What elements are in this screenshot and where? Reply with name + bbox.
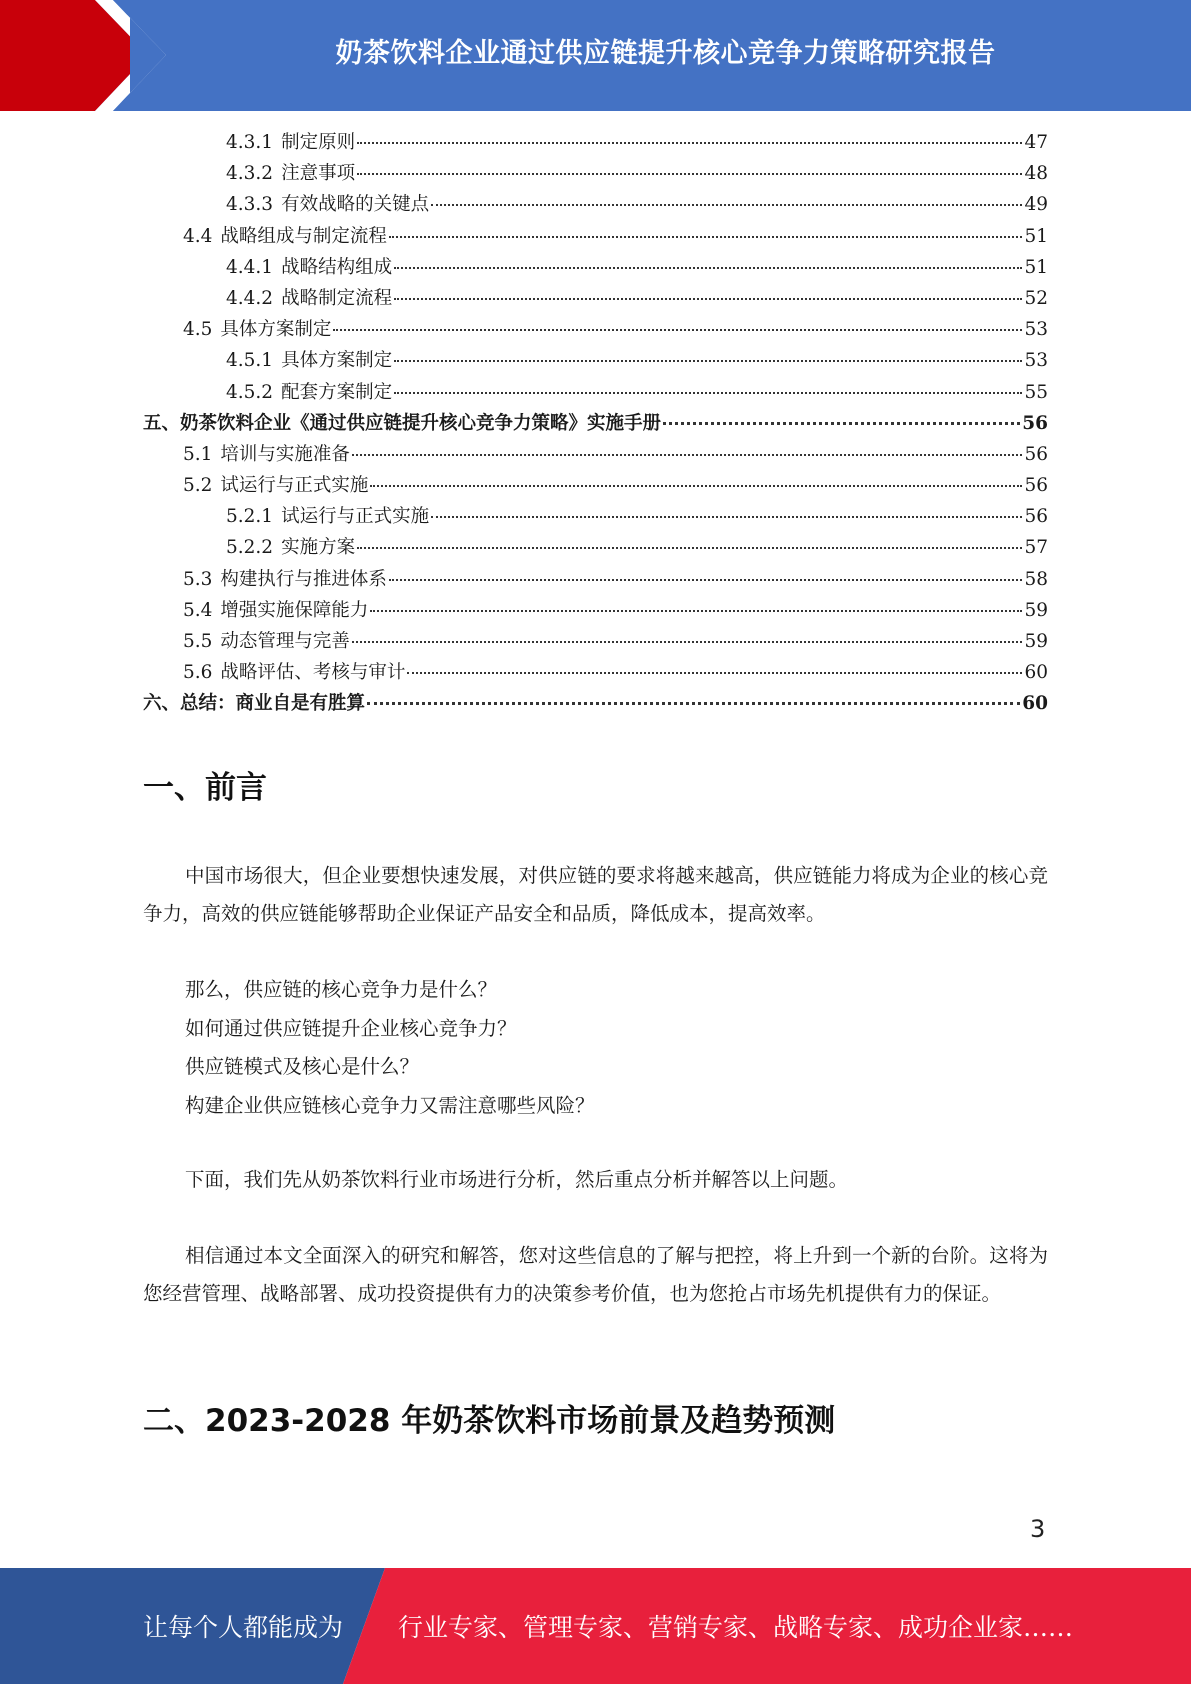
toc-entry-title: 有效战略的关键点 (281, 194, 430, 216)
toc-entry-page: 56 (1024, 506, 1048, 528)
toc-entry-title: 具体方案制定 (281, 350, 393, 372)
toc-entry[interactable] (143, 252, 1048, 283)
toc-dot-leader (389, 579, 1023, 581)
toc-entry-number: 5.2 (183, 475, 213, 497)
toc-entry[interactable] (143, 501, 1048, 532)
section-heading-market-forecast: 二、2023-2028 年奶茶饮料市场前景及趋势预测 (143, 1403, 836, 1439)
toc-entry-title: 注意事项 (281, 163, 356, 185)
toc-entry-number: 5.5 (183, 631, 213, 652)
toc-dot-leader (357, 142, 1022, 144)
toc-entry-page: 52 (1024, 287, 1048, 309)
toc-entry-page: 51 (1024, 225, 1048, 247)
toc-dot-leader (357, 547, 1022, 549)
toc-entry-title: 战略评估、考核与审计 (220, 662, 406, 684)
toc-entry-page: 57 (1024, 537, 1048, 559)
toc-entry-number: 5.2.1 (226, 506, 274, 528)
toc-dot-leader (394, 392, 1022, 394)
toc-entry-number: 5.3 (183, 568, 213, 590)
toc-entry-number: 4.4.1 (226, 256, 274, 278)
toc-entry-title: 构建执行与推进体系 (220, 568, 387, 590)
toc-entry[interactable] (143, 221, 1048, 252)
toc-dot-leader (370, 610, 1022, 612)
toc-entry-number: 4.3.2 (226, 163, 274, 185)
toc-entry[interactable] (143, 158, 1048, 189)
toc-entry-page: 53 (1024, 350, 1048, 372)
toc-entry-page: 56 (1022, 412, 1048, 434)
toc-entry[interactable] (143, 564, 1048, 595)
toc-entry-page: 49 (1024, 194, 1048, 216)
page-footer (0, 1568, 1191, 1684)
toc-entry-page: 59 (1024, 631, 1048, 652)
toc-entry[interactable] (143, 283, 1048, 314)
toc-entry-title: 增强实施保障能力 (220, 599, 369, 621)
toc-entry-number: 4.3.1 (226, 132, 274, 153)
page-header (0, 0, 1191, 111)
toc-entry-page: 59 (1024, 599, 1048, 621)
toc-entry-title: 制定原则 (281, 132, 356, 153)
toc-entry-title: 实施方案 (281, 537, 356, 559)
toc-dot-leader (431, 204, 1022, 206)
toc-entry[interactable] (143, 470, 1048, 501)
question-item: 那么，供应链的核心竞争力是什么？ (185, 978, 498, 1001)
toc-entry-number: 5.2.2 (226, 537, 274, 559)
toc-dot-leader (352, 641, 1023, 643)
toc-dot-leader (333, 329, 1022, 331)
toc-entry-title: 试运行与正式实施 (281, 506, 430, 528)
toc-entry-page: 58 (1024, 568, 1048, 590)
toc-entry-number: 4.5.1 (226, 350, 274, 372)
page-number: 3 (1030, 1515, 1046, 1543)
toc-entry[interactable] (143, 626, 1048, 657)
toc-dot-leader (663, 422, 1020, 425)
toc-entry-number: 5.1 (183, 443, 213, 465)
toc-entry-page: 48 (1024, 163, 1048, 185)
toc-entry-number: 4.5 (183, 319, 213, 341)
toc-entry[interactable] (143, 377, 1048, 408)
toc-entry-number: 4.5.2 (226, 381, 274, 403)
toc-entry-title: 六、总结：商业自是有胜算 (143, 693, 366, 715)
toc-dot-leader (370, 485, 1022, 487)
table-of-contents (143, 127, 1048, 720)
question-item: 供应链模式及核心是什么？ (185, 1055, 420, 1078)
question-item: 构建企业供应链核心竞争力又需注意哪些风险？ (185, 1093, 595, 1117)
toc-entry-number: 5.4 (183, 599, 213, 621)
toc-entry-title: 战略组成与制定流程 (220, 225, 387, 247)
toc-dot-leader (394, 298, 1022, 300)
toc-entry[interactable] (143, 688, 1048, 719)
toc-entry-page: 56 (1024, 475, 1048, 497)
toc-dot-leader (367, 702, 1020, 705)
section-heading-preface: 一、前言 (143, 770, 267, 806)
toc-entry-number: 4.4 (183, 225, 213, 247)
toc-entry[interactable] (143, 189, 1048, 220)
toc-entry[interactable] (143, 657, 1048, 688)
toc-entry-title: 战略制定流程 (281, 287, 393, 309)
toc-entry[interactable] (143, 532, 1048, 563)
toc-dot-leader (352, 454, 1023, 456)
toc-entry-page: 60 (1022, 693, 1048, 715)
toc-entry-number: 4.3.3 (226, 194, 274, 216)
toc-entry[interactable] (143, 439, 1048, 470)
toc-entry[interactable] (143, 595, 1048, 626)
toc-entry-page: 55 (1024, 381, 1048, 403)
toc-entry-page: 60 (1024, 662, 1048, 684)
report-title: 奶茶饮料企业通过供应链提升核心竞争力策略研究报告 (335, 37, 996, 69)
toc-entry[interactable] (143, 408, 1048, 439)
preface-paragraph-1: 中国市场很大，但企业要想快速发展，对供应链的要求将越来越高，供应链能力将成为企业的核心竞争力，高效的供应链能够帮助企业保证产品安全和品质，降低成本，提高效率。 (143, 864, 1048, 925)
toc-entry-page: 56 (1024, 443, 1048, 465)
toc-entry-page: 47 (1024, 132, 1048, 153)
toc-dot-leader (357, 173, 1022, 175)
toc-entry-title: 配套方案制定 (281, 381, 393, 403)
toc-entry-number: 4.4.2 (226, 287, 274, 309)
preface-paragraph-3: 相信通过本文全面深入的研究和解答，您对这些信息的了解与把控，将上升到一个新的台阶。这将为您经营管理、战略部署、成功投资提供有力的决策参考价值，也为您抢占市场先机提供有力的保证。 (143, 1244, 1048, 1305)
footer-slogan-left: 让每个人都能成为 (143, 1613, 344, 1642)
toc-dot-leader (431, 516, 1022, 518)
question-item: 如何通过供应链提升企业核心竞争力？ (185, 1016, 517, 1040)
toc-dot-leader (389, 236, 1023, 238)
question-list (185, 971, 595, 1125)
toc-entry-page: 53 (1024, 319, 1048, 341)
toc-entry-title: 战略结构组成 (281, 256, 393, 278)
toc-dot-leader (407, 672, 1022, 674)
toc-entry-title: 培训与实施准备 (220, 443, 350, 465)
toc-entry-title: 五、奶茶饮料企业《通过供应链提升核心竞争力策略》实施手册 (143, 412, 662, 434)
toc-dot-leader (394, 360, 1022, 362)
toc-entry-page: 51 (1024, 256, 1048, 278)
toc-entry-title: 动态管理与完善 (220, 631, 350, 652)
toc-entry[interactable] (143, 127, 1048, 158)
preface-paragraph-2: 下面，我们先从奶茶饮料行业市场进行分析，然后重点分析并解答以上问题。 (185, 1168, 849, 1191)
toc-entry-title: 具体方案制定 (220, 319, 332, 341)
toc-entry[interactable] (143, 345, 1048, 376)
toc-entry-number: 5.6 (183, 662, 213, 684)
footer-slogan-right: 行业专家、管理专家、营销专家、战略专家、成功企业家…… (398, 1613, 1074, 1642)
toc-entry[interactable] (143, 314, 1048, 345)
toc-dot-leader (394, 267, 1022, 269)
toc-entry-title: 试运行与正式实施 (220, 475, 369, 497)
